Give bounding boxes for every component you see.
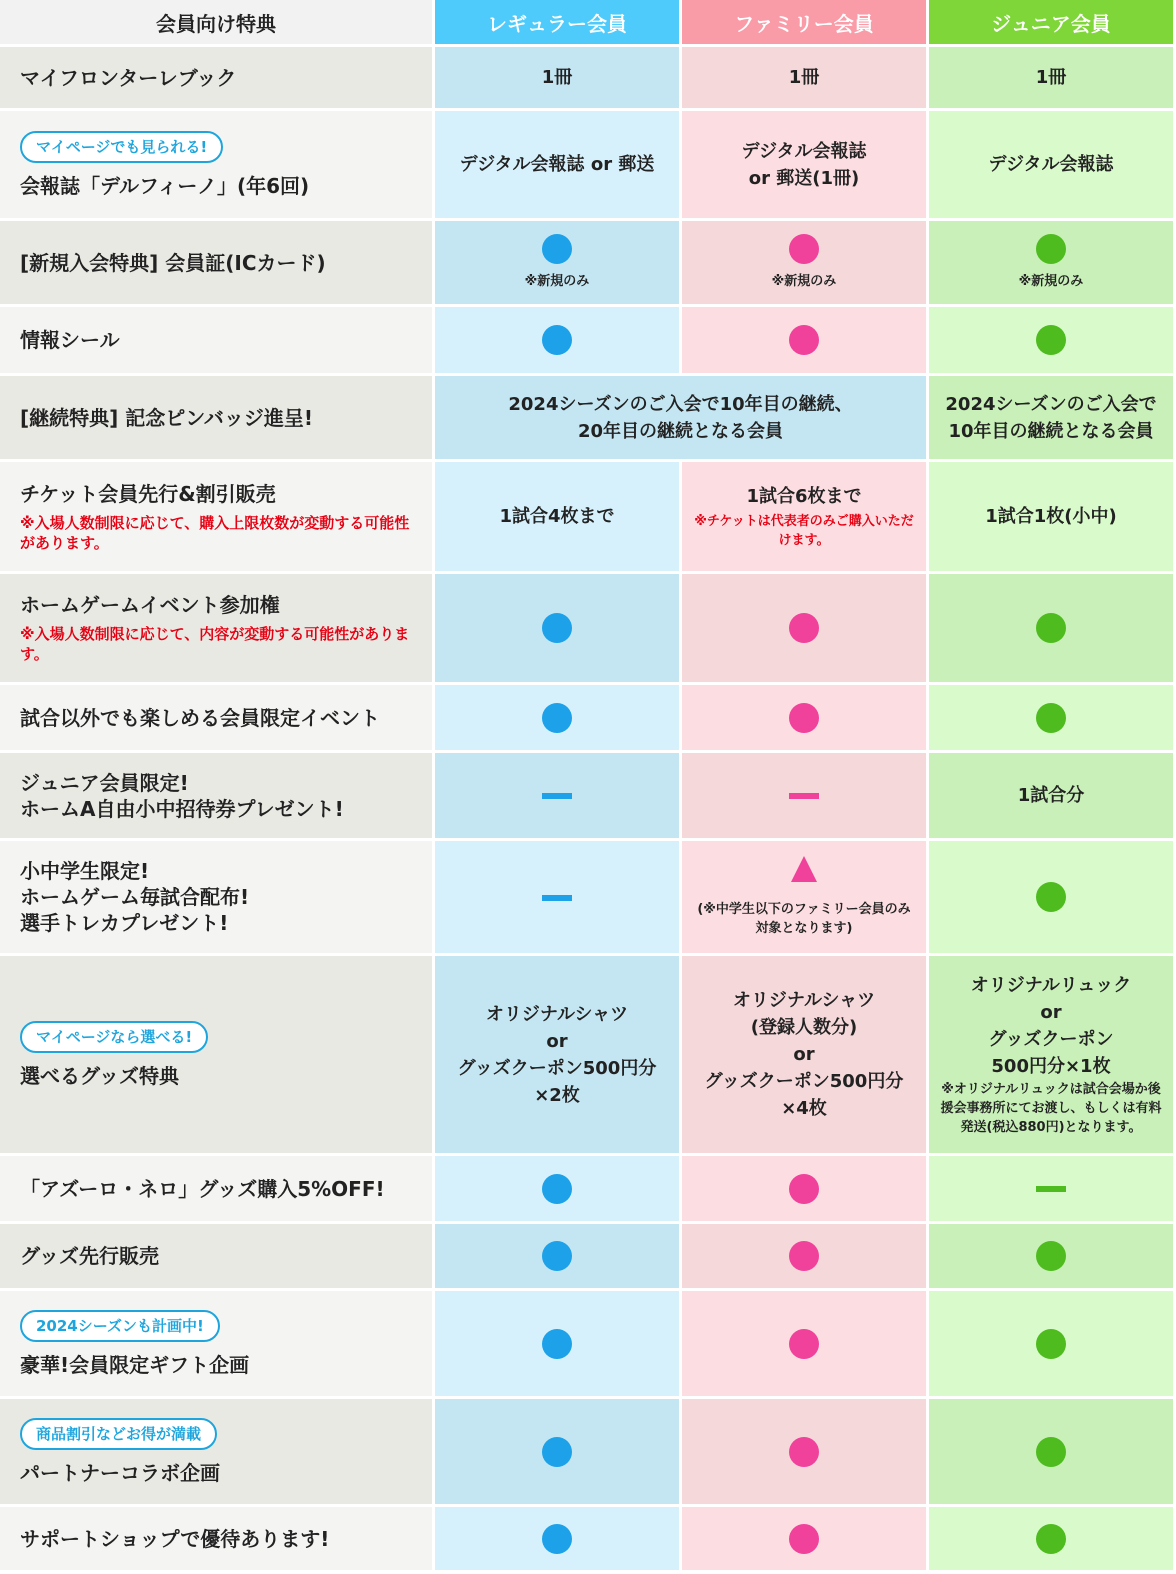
mypage-choice-tag: マイページなら選べる!: [20, 1021, 208, 1053]
family-value-cell: [682, 307, 926, 373]
row-label: [継続特典] 記念ピンバッジ進呈!: [0, 376, 432, 459]
header-regular: レギュラー会員: [435, 0, 679, 44]
row-member-event: [0, 685, 1173, 750]
junior-value-cell: [929, 1399, 1173, 1504]
row-frontale-book: [0, 47, 1173, 108]
family-value: 1冊: [682, 47, 926, 108]
regular-value: 1冊: [435, 47, 679, 108]
junior-value-cell: [929, 307, 1173, 373]
ticket-note: ※入場人数制限に応じて、購入上限枚数が変動する可能性があります。: [20, 513, 410, 552]
circle-icon: [789, 1241, 819, 1271]
circle-icon: [1036, 1329, 1066, 1359]
circle-icon: [542, 1329, 572, 1359]
regular-value-cell: [435, 956, 679, 1153]
family-value-cell: [682, 841, 926, 953]
regular-family-value-cell: [435, 376, 926, 459]
row-label-cell: [0, 956, 432, 1153]
row-label-line3: 選手トレカプレゼント!: [20, 911, 229, 935]
mypage-tag: マイページでも見られる!: [20, 131, 223, 163]
junior-value-cell: [929, 574, 1173, 682]
family-value-line2: or 郵送(1冊): [748, 167, 860, 189]
family-value-cell: [682, 1291, 926, 1396]
row-label-line1: ジュニア会員限定!: [20, 770, 189, 795]
circle-icon: [789, 703, 819, 733]
circle-icon: [1036, 613, 1066, 643]
row-label: 試合以外でも楽しめる会員限定イベント: [0, 685, 432, 750]
regular-value-cell: [435, 221, 679, 304]
junior-value-cell: [929, 376, 1173, 459]
row-label: 選べるグッズ特典: [20, 1063, 179, 1088]
row-label: 会報誌「デルフィーノ」(年6回): [20, 173, 310, 198]
family-value-cell: [682, 753, 926, 838]
junior-value: 1試合1枚(小中): [929, 462, 1173, 571]
family-ticket-note: ※チケットは代表者のみご購入いただけます。: [694, 514, 914, 548]
row-label: グッズ先行販売: [0, 1224, 432, 1288]
circle-icon: [1036, 703, 1066, 733]
value-line: オリジナルリュック: [970, 975, 1132, 996]
value-line2: 20年目の継続となる会員: [577, 420, 784, 442]
regular-value-cell: [435, 307, 679, 373]
value-line: or: [546, 1030, 568, 1052]
family-value-cell: [682, 221, 926, 304]
row-member-card: [0, 221, 1173, 304]
circle-icon: [789, 325, 819, 355]
junior-value-cell: [929, 1507, 1173, 1570]
junior-value: 1冊: [929, 47, 1173, 108]
row-label: パートナーコラボ企画: [20, 1460, 220, 1485]
circle-icon: [542, 234, 572, 264]
regular-value-cell: [435, 574, 679, 682]
row-label-cell: [0, 111, 432, 218]
junior-value-cell: [929, 221, 1173, 304]
regular-value: デジタル会報誌 or 郵送: [435, 111, 679, 218]
family-value-cell: [682, 574, 926, 682]
row-trading-card: [0, 841, 1173, 953]
value-line: 500円分×1枚: [991, 1056, 1111, 1077]
circle-icon: [1036, 234, 1066, 264]
family-value-cell: [682, 1224, 926, 1288]
junior-value-cell: [929, 841, 1173, 953]
row-info-sticker: [0, 307, 1173, 373]
circle-icon: [789, 613, 819, 643]
row-label: 情報シール: [0, 307, 432, 373]
circle-icon: [1036, 882, 1066, 912]
circle-icon: [789, 234, 819, 264]
new-only-note: ※新規のみ: [524, 274, 590, 289]
header-family: ファミリー会員: [682, 0, 926, 44]
regular-value-cell: [435, 685, 679, 750]
row-label-line2: ホームA自由小中招待券プレゼント!: [20, 796, 344, 821]
value-line: (登録人数分): [750, 1017, 858, 1038]
family-value-cell: [682, 685, 926, 750]
junior-value-cell: [929, 1224, 1173, 1288]
new-only-note: ※新規のみ: [1018, 274, 1084, 289]
circle-icon: [789, 1437, 819, 1467]
junior-value: 1試合分: [929, 753, 1173, 838]
circle-icon: [1036, 1241, 1066, 1271]
dash-icon: [789, 793, 819, 799]
row-label: 「アズーロ・ネロ」グッズ購入5%OFF!: [0, 1156, 432, 1221]
circle-icon: [789, 1524, 819, 1554]
junior-value-cell: [929, 1291, 1173, 1396]
value-line1: 2024シーズンのご入会で: [945, 393, 1157, 415]
row-home-game-event: [0, 574, 1173, 682]
junior-value-cell: [929, 956, 1173, 1153]
regular-value-cell: [435, 1156, 679, 1221]
circle-icon: [542, 1241, 572, 1271]
junior-value-cell: [929, 1156, 1173, 1221]
value-line: グッズクーポン: [988, 1029, 1114, 1050]
row-label-line2: ホームゲーム毎試合配布!: [20, 885, 250, 909]
row-label: チケット会員先行&割引販売: [20, 481, 276, 506]
regular-value-cell: [435, 1507, 679, 1570]
row-label-cell: [0, 574, 432, 682]
value-line2: 10年目の継続となる会員: [948, 420, 1154, 442]
junior-value-cell: [929, 685, 1173, 750]
family-value-cell: [682, 1399, 926, 1504]
row-goods-presale: [0, 1224, 1173, 1288]
triangle-icon: [791, 856, 817, 882]
junior-value: デジタル会報誌: [929, 111, 1173, 218]
circle-icon: [542, 1437, 572, 1467]
row-label: マイフロンターレブック: [0, 47, 432, 108]
row-gift-plan: [0, 1291, 1173, 1396]
row-label: 豪華!会員限定ギフト企画: [20, 1352, 250, 1377]
regular-value: 1試合4枚まで: [435, 462, 679, 571]
family-value: 1試合6枚まで: [746, 486, 862, 507]
rucksack-note: ※オリジナルリュックは試合会場か後援会事務所にてお渡し、もしくは有料発送(税込880円)となります。: [940, 1082, 1162, 1135]
family-value-cell: [682, 1507, 926, 1570]
value-line: オリジナルシャツ: [485, 1003, 629, 1025]
circle-icon: [542, 703, 572, 733]
regular-value-cell: [435, 1224, 679, 1288]
header-benefits: 会員向け特典: [0, 0, 432, 44]
circle-icon: [1036, 1437, 1066, 1467]
row-label-cell: [0, 1399, 432, 1504]
circle-icon: [789, 1174, 819, 1204]
circle-icon: [1036, 1524, 1066, 1554]
row-label: ホームゲームイベント参加権: [20, 593, 280, 617]
family-value-cell: [682, 956, 926, 1153]
circle-icon: [542, 1524, 572, 1554]
row-partner-collab: [0, 1399, 1173, 1504]
family-value-cell: [682, 462, 926, 571]
discount-tag: 商品割引などお得が満載: [20, 1418, 217, 1450]
value-line1: 2024シーズンのご入会で10年目の継続、: [508, 393, 853, 415]
row-goods-discount: [0, 1156, 1173, 1221]
dash-icon: [1036, 1186, 1066, 1192]
value-line: or: [1040, 1002, 1062, 1023]
circle-icon: [542, 613, 572, 643]
family-note: (※中学生以下のファミリー会員のみ対象となります): [697, 902, 911, 936]
family-value-cell: [682, 111, 926, 218]
row-support-shop: [0, 1507, 1173, 1570]
row-ticket-presale: [0, 462, 1173, 571]
row-label-cell: [0, 753, 432, 838]
header-junior: ジュニア会員: [929, 0, 1173, 44]
family-value-cell: [682, 1156, 926, 1221]
row-label: サポートショップで優待あります!: [0, 1507, 432, 1570]
row-magazine: [0, 111, 1173, 218]
planning-tag: 2024シーズンも計画中!: [20, 1310, 220, 1342]
dash-icon: [542, 895, 572, 901]
regular-value-cell: [435, 1399, 679, 1504]
family-value-line1: デジタル会報誌: [741, 140, 867, 162]
value-line: オリジナルシャツ: [732, 990, 876, 1011]
new-only-note: ※新規のみ: [771, 274, 837, 289]
circle-icon: [789, 1329, 819, 1359]
circle-icon: [542, 1174, 572, 1204]
row-pin-badge: [0, 376, 1173, 459]
value-line: ×2枚: [534, 1084, 580, 1106]
row-label-cell: [0, 841, 432, 953]
value-line: グッズクーポン500円分: [457, 1057, 657, 1079]
row-label-line1: 小中学生限定!: [20, 859, 150, 883]
circle-icon: [542, 325, 572, 355]
regular-value-cell: [435, 841, 679, 953]
regular-value-cell: [435, 1291, 679, 1396]
row-goods-choice: [0, 956, 1173, 1153]
dash-icon: [542, 793, 572, 799]
row-label-cell: [0, 462, 432, 571]
regular-value-cell: [435, 753, 679, 838]
value-line: or: [793, 1044, 815, 1065]
event-note: ※入場人数制限に応じて、内容が変動する可能性があります。: [20, 625, 410, 663]
circle-icon: [1036, 325, 1066, 355]
row-label: [新規入会特典] 会員証(ICカード): [0, 221, 432, 304]
value-line: ×4枚: [781, 1098, 827, 1119]
row-junior-invite: [0, 753, 1173, 838]
row-label-cell: [0, 1291, 432, 1396]
value-line: グッズクーポン500円分: [704, 1071, 904, 1092]
